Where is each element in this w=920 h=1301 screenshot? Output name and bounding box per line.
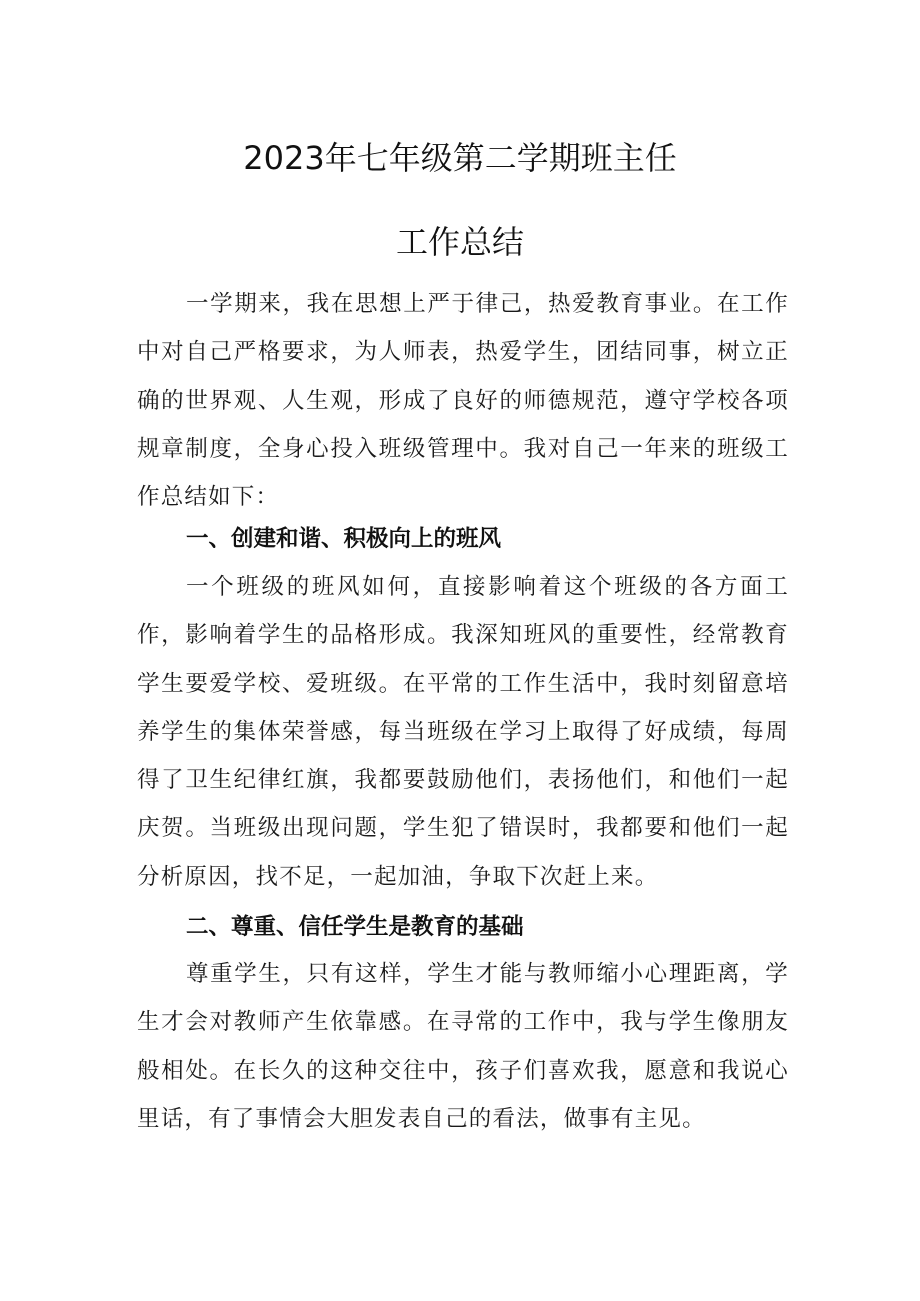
document-title-line-2: 工作总结 (395, 223, 524, 261)
section-2-heading: 二、尊重、信任学生是教育的基础 (186, 914, 524, 940)
section-1-body: 一个班级的班风如何，直接影响着这个班级的各方面工作，影响着学生的品格形成。我深知班风的重要性，经常教育学生要爱学校、爱班级。在平常的工作生活中，我时刻留意培养学生的集体荣誉感，每当班级在学习上取得了好成绩，每周得了卫生纪律红旗，我都要鼓励他们，表扬他们，和他们一起庆贺。当班级出现问题，学生犯了错误时，我都要和他们一起分析原因，找不足，一起加油，争取下次赶上来。 (137, 574, 789, 890)
document-title-line-1: 2023年七年级第二学期班主任 (243, 139, 677, 177)
section-1-heading: 一、创建和谐、积极向上的班风 (186, 526, 502, 552)
intro-paragraph: 一学期来，我在思想上严于律己，热爱教育事业。在工作中对自己严格要求，为人师表，热爱学生，团结同事，树立正确的世界观、人生观，形成了良好的师德规范，遵守学校各项规章制度，全身心投入班级管理中。我对自己一年来的班级工作总结如下： (137, 291, 789, 511)
section-2-body: 尊重学生，只有这样，学生才能与教师缩小心理距离，学生才会对教师产生依靠感。在寻常的工作中，我与学生像朋友般相处。在长久的这种交往中，孩子们喜欢我，愿意和我说心里话，有了事情会大胆发表自己的看法，做事有主见。 (137, 961, 789, 1132)
